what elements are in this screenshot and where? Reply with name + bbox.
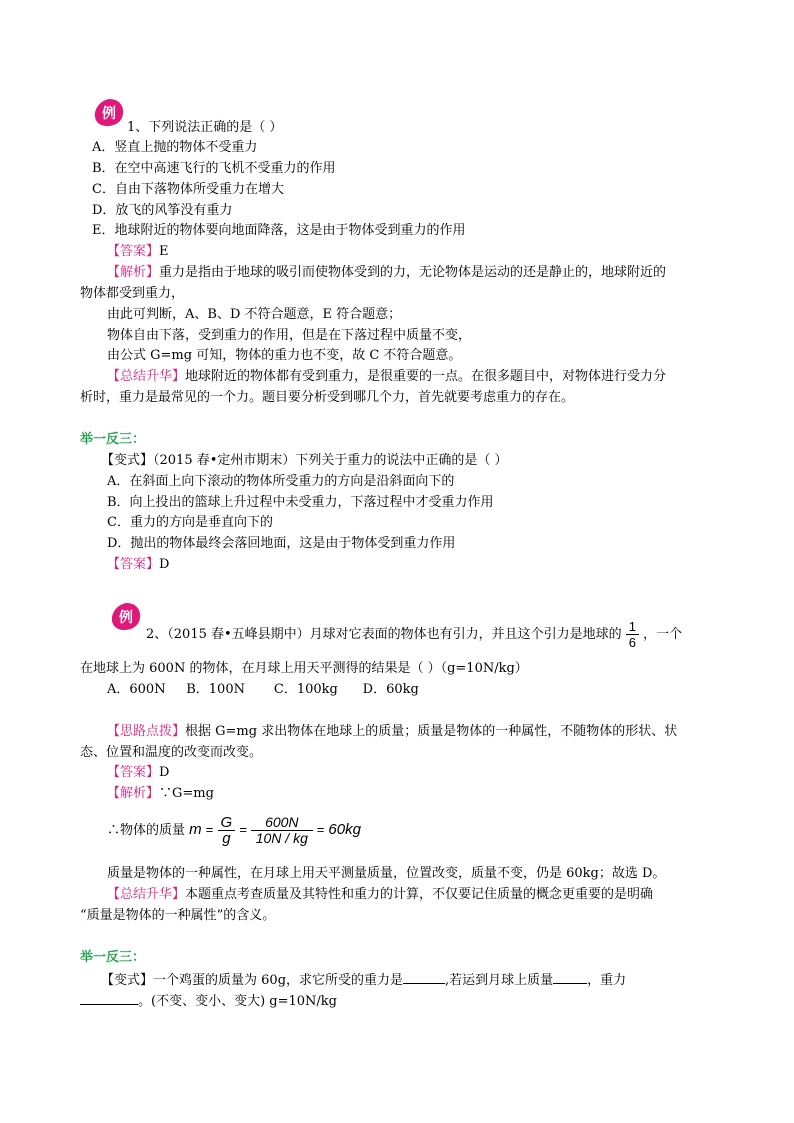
- practice1-option-d: D．抛出的物体最终会落回地面，这是由于物体受到重力作用: [107, 536, 456, 551]
- q1-answer: [107, 244, 169, 260]
- q1-analysis-line3: 由此可判断，A、B、D 不符合题意，E 符合题意；: [107, 307, 402, 322]
- q1-analysis-line4: 物体自由下落，受到重力的作用，但是在下落过程中质量不变，: [107, 328, 472, 343]
- svg-text:例: 例: [119, 610, 133, 626]
- q2-summary-line1: 【总结升华】本题重点考查质量及其特性和重力的计算，不仅要记住质量的概念更重要的是明确: [107, 887, 654, 902]
- practice1-stem: 【变式】（2015 春•定州市期末）下列关于重力的说法中正确的是（ ）: [101, 453, 508, 468]
- answer-value: E: [159, 244, 169, 259]
- practice2-heading: 举一反三：: [80, 950, 146, 965]
- q1-analysis-line1: 【解析】重力是指由于地球的吸引而使物体受到的力，无论物体是运动的还是静止的，地球附近的: [107, 265, 667, 280]
- q1-option-e: E．地球附近的物体要向地面降落，这是由于物体受到重力的作用: [92, 223, 466, 238]
- practice2-line1: 【变式】一个鸡蛋的质量为 60g，求它所受的重力是 ,若运到月球上质量 ，重力: [101, 973, 627, 988]
- q2-analysis-line1: 【解析】∵G=mg: [107, 786, 214, 801]
- q2-options: A．600N B．100N C．100kg D．60kg: [107, 682, 419, 697]
- q1-option-c: C．自由下落物体所受重力在增大: [92, 182, 284, 197]
- fraction-G-over-g: $\frac{G}{g}$: [218, 815, 236, 846]
- answer-blank[interactable]: [80, 992, 138, 1005]
- answer-blank[interactable]: [553, 971, 587, 984]
- practice1-option-c: C．重力的方向是垂直向下的: [107, 515, 273, 530]
- practice1-option-b: B．向上投出的篮球上升过程中未受重力，下落过程中才受重力作用: [107, 495, 494, 510]
- q2-stem-line2: 在地球上为 600N 的物体，在月球上用天平测得的结果是（ ）（g=10N/kg）: [80, 661, 528, 676]
- practice2-line2: 。(不变、变小、变大) g=10N/kg: [80, 992, 337, 1010]
- fraction-one-sixth: $\frac{1}{6}$: [626, 619, 639, 650]
- badge-char: 例: [102, 106, 116, 122]
- q2-hint-line1: 【思路点拨】根据 G=mg 求出物体在地球上的质量；质量是物体的一种属性，不随物体的形状、状: [107, 724, 678, 739]
- example-badge-icon: [110, 602, 142, 632]
- q2-mass-equation: ∴物体的质量 m = $\frac{G}{g}$ = $\frac{600N}{10N / kg}$ = 60kg: [107, 814, 361, 847]
- practice1-answer: 【答案】D: [107, 557, 170, 572]
- q1-stem: 1、下列说法正确的是（ ）: [127, 120, 283, 135]
- practice1-option-a: A．在斜面上向下滚动的物体所受重力的方向是沿斜面向下的: [107, 474, 455, 489]
- example-badge-icon: [93, 98, 125, 128]
- answer-tag: 【答案】: [107, 244, 160, 259]
- analysis-tag: 【解析】: [107, 265, 160, 280]
- summary-tag: 【总结升华】: [107, 369, 186, 384]
- q2-answer: 【答案】D: [107, 765, 170, 780]
- fraction-600N-over-10Nkg: $\frac{600N}{10N / kg}$: [251, 815, 312, 846]
- practice1-heading: 举一反三：: [80, 432, 146, 447]
- q1-analysis-line2: 物体都受到重力，: [80, 286, 185, 301]
- q2-summary-line2: “质量是物体的一种属性”的含义。: [80, 908, 276, 923]
- q1-summary-line2: 析时，重力是最常见的一个力。题目要分析受到哪几个力，首先就要考虑重力的存在。: [80, 390, 575, 405]
- q1-option-b: B．在空中高速飞行的飞机不受重力的作用: [92, 161, 336, 176]
- q1-summary-line1: 【总结升华】地球附近的物体都有受到重力，是很重要的一点。在很多题目中，对物体进行受力分: [107, 369, 667, 384]
- q1-option-d: D．放飞的风筝没有重力: [92, 203, 233, 218]
- answer-blank[interactable]: [403, 971, 445, 984]
- q2-analysis-line2: 质量是物体的一种属性，在月球上用天平测量质量，位置改变，质量不变，仍是 60kg；故选 D。: [107, 866, 666, 881]
- q1-analysis-line5: 由公式 G=mg 可知，物体的重力也不变，故 C 不符合题意。: [107, 348, 462, 363]
- q2-stem-line1: 2、（2015 春•五峰县期中）月球对它表面的物体也有引力，并且这个引力是地球的 $\frac{1}{6}$ ，一个: [146, 619, 683, 650]
- q2-hint-line2: 态、位置和温度的改变而改变。: [80, 745, 263, 760]
- q1-option-a: A．竖直上抛的物体不受重力: [92, 140, 258, 155]
